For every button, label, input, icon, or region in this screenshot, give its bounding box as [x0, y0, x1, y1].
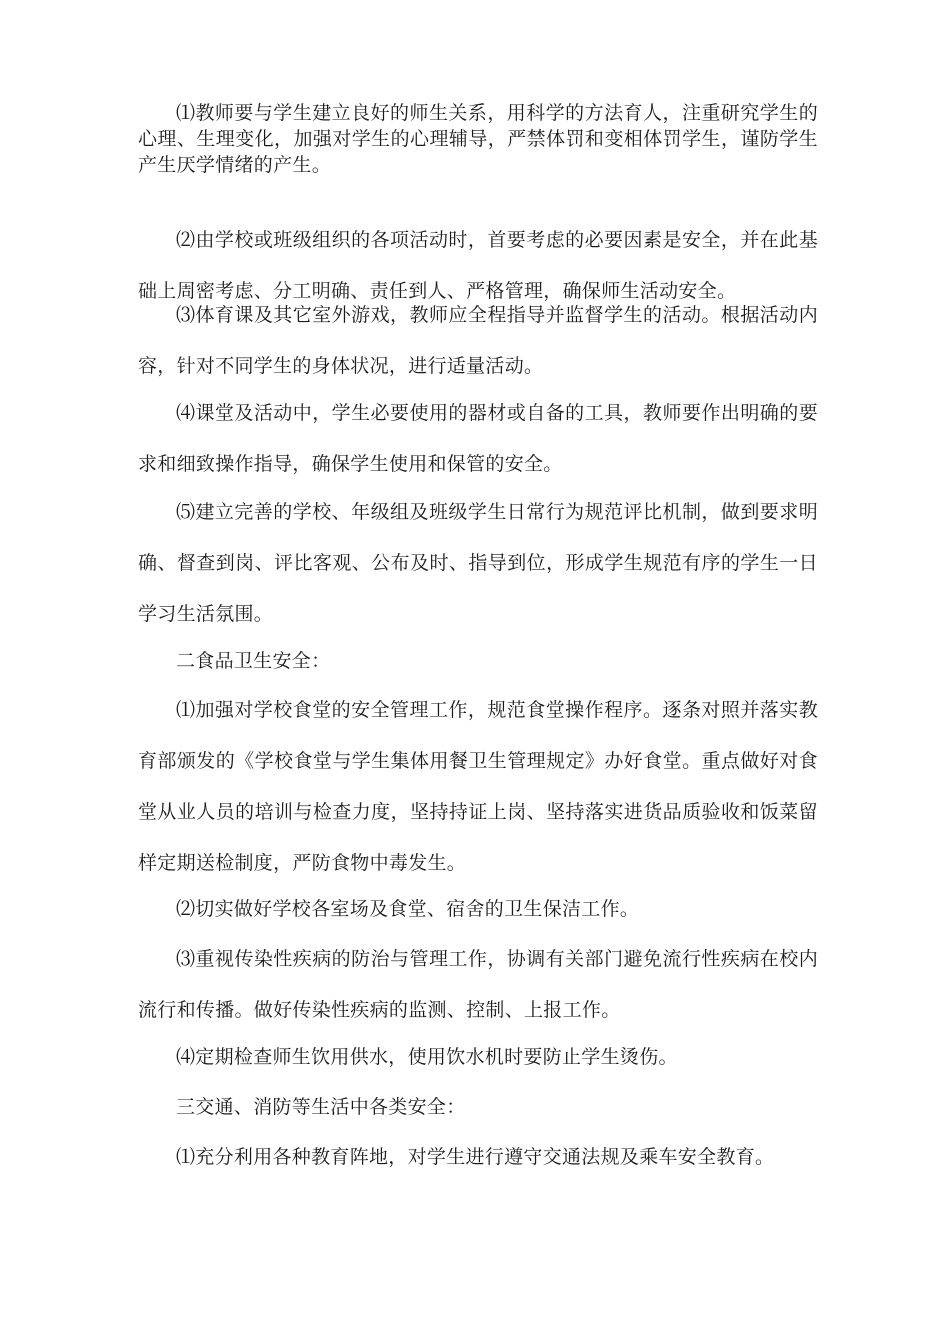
paragraph-traffic-education: ⑴充分利用各种教育阵地，对学生进行遵守交通法规及乘车安全教育。 [176, 1146, 775, 1168]
paragraph-teacher-student-relations: ⑴教师要与学生建立良好的师生关系，用科学的方法育人，注重研究学生的心理、生理变化，加强对学生的心理辅导，严禁体罚和变相体罚学生，谨防学生产生厌学情绪的产生。 [138, 102, 818, 176]
paragraph-drinking-water: ⑷定期检查师生饮用供水，使用饮水机时要防止学生烫伤。 [176, 1046, 678, 1068]
paragraph-equipment-tools: ⑷课堂及活动中，学生必要使用的器材或自备的工具，教师要作出明确的要求和细致操作指导，确保学生使用和保管的安全。 [138, 402, 818, 475]
paragraph-canteen-management: ⑴加强对学校食堂的安全管理工作，规范食堂操作程序。逐条对照并落实教育部颁发的《学校食堂与学生集体用餐卫生管理规定》办好食堂。重点做好对食堂从业人员的培训与检查力度，坚持持证上岗、坚持落实进货品质验收和饭菜留样定期送检制度，严防食物中毒发生。 [138, 699, 818, 874]
paragraph-pe-outdoor: ⑶体育课及其它室外游戏，教师应全程指导并监督学生的活动。根据活动内容，针对不同学生的身体状况，进行适量活动。 [138, 304, 818, 377]
paragraph-behavior-evaluation: ⑸建立完善的学校、年级组及班级学生日常行为规范评比机制，做到要求明确、督查到岗、评比客观、公布及时、指导到位，形成学生规范有序的学生一日学习生活氛围。 [138, 501, 818, 625]
paragraph-cleaning: ⑵切实做好学校各室场及食堂、宿舍的卫生保洁工作。 [176, 898, 640, 920]
paragraph-activity-safety: ⑵由学校或班级组织的各项活动时，首要考虑的必要因素是安全，并在此基础上周密考虑、分工明确、责任到人、严格管理，确保师生活动安全。 [138, 229, 818, 302]
paragraph-infectious-disease: ⑶重视传染性疾病的防治与管理工作，协调有关部门避免流行性疾病在校内流行和传播。做好传染性疾病的监测、控制、上报工作。 [138, 948, 818, 1021]
heading-food-hygiene: 二食品卫生安全： [176, 650, 331, 672]
heading-traffic-fire-safety: 三交通、消防等生活中各类安全： [176, 1096, 466, 1118]
